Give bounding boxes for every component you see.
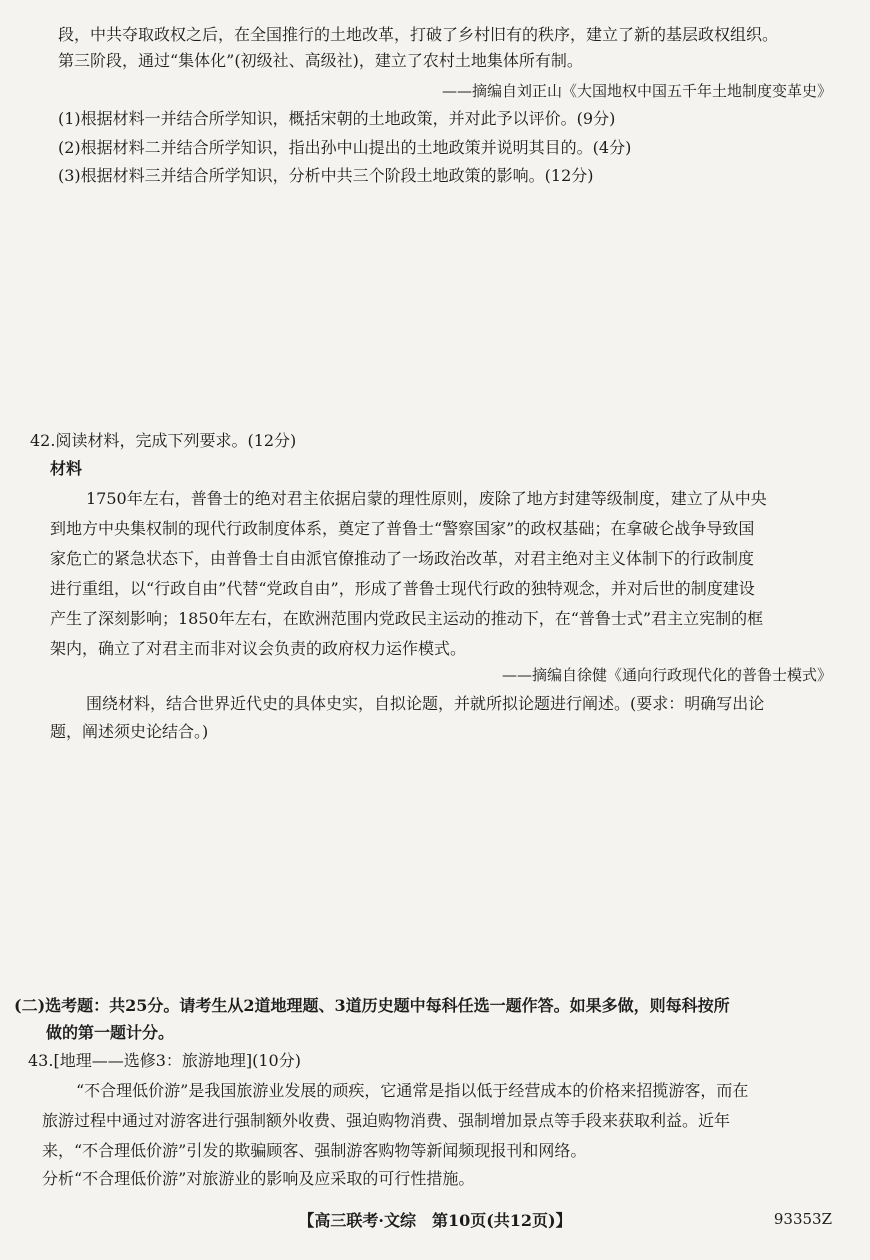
question-43-line-3: 来，“不合理低价游”引发的欺骗顾客、强制游客购物等新闻频现报刊和网络。 [42,1141,587,1160]
section-2-instructions-line-1: (二)选考题：共25分。请考生从2道地理题、3道历史题中每科任选一题作答。如果多做，则每科按所 [14,996,730,1015]
material-line-1: 1750年左右，普鲁士的绝对君主依据启蒙的理性原则，废除了地方封建等级制度，建立了从中央 [86,489,767,508]
material-line-2: 到地方中央集权制的现代行政制度体系，奠定了普鲁士“警察国家”的政权基础；在拿破仑战争导致国 [50,519,755,538]
material-line-4: 进行重组，以“行政自由”代替“党政自由”，形成了普鲁士现代行政的独特观念，并对后世的制度建设 [50,579,755,598]
question-41-part-1: (1)根据材料一并结合所学知识，概括宋朝的土地政策，并对此予以评价。(9分) [58,109,616,128]
material-label: 材料 [50,459,83,478]
top-source: ——摘编自刘正山《大国地权中国五千年土地制度变革史》 [441,82,832,100]
question-42-task-line-2: 题，阐述须史论结合。) [50,722,209,741]
top-text-line-1: 段，中共夺取政权之后，在全国推行的土地改革，打破了乡村旧有的秩序，建立了新的基层政权组织。 [58,25,779,44]
question-43-line-1: “不合理低价游”是我国旅游业发展的顽疾，它通常是指以低于经营成本的价格来招揽游客，而在 [76,1081,749,1100]
question-43-task: 分析“不合理低价游”对旅游业的影响及应采取的可行性措施。 [42,1169,475,1188]
question-43-heading: 43.[地理——选修3：旅游地理](10分) [28,1051,301,1070]
section-2-instructions-line-2: 做的第一题计分。 [46,1023,175,1042]
question-41-part-2: (2)根据材料二并结合所学知识，指出孙中山提出的土地政策并说明其目的。(4分) [58,138,632,157]
question-43-line-2: 旅游过程中通过对游客进行强制额外收费、强迫购物消费、强制增加景点等手段来获取利益。近年 [42,1111,731,1130]
material-line-5: 产生了深刻影响；1850年左右，在欧洲范围内党政民主运动的推动下，在“普鲁士式”君主立宪制的框 [50,609,764,628]
material-line-3: 家危亡的紧急状态下，由普鲁士自由派官僚推动了一场政治改革，对君主绝对主义体制下的行政制度 [50,549,755,568]
top-text-line-2: 第三阶段，通过“集体化”(初级社、高级社)，建立了农村土地集体所有制。 [58,51,583,70]
exam-code: 93353Z [773,1210,832,1228]
question-42-task-line-1: 围绕材料，结合世界近代史的具体史实，自拟论题，并就所拟论题进行阐述。(要求：明确写出论 [86,694,765,713]
question-41-part-3: (3)根据材料三并结合所学知识，分析中共三个阶段土地政策的影响。(12分) [58,166,594,185]
question-42-heading: 42.阅读材料，完成下列要求。(12分) [30,431,297,450]
page-footer: 【高三联考·文综 第10页(共12页)】 [298,1211,572,1230]
material-line-6: 架内，确立了对君主而非对议会负责的政府权力运作模式。 [50,639,467,658]
material-source: ——摘编自徐健《通向行政现代化的普鲁士模式》 [501,666,832,684]
